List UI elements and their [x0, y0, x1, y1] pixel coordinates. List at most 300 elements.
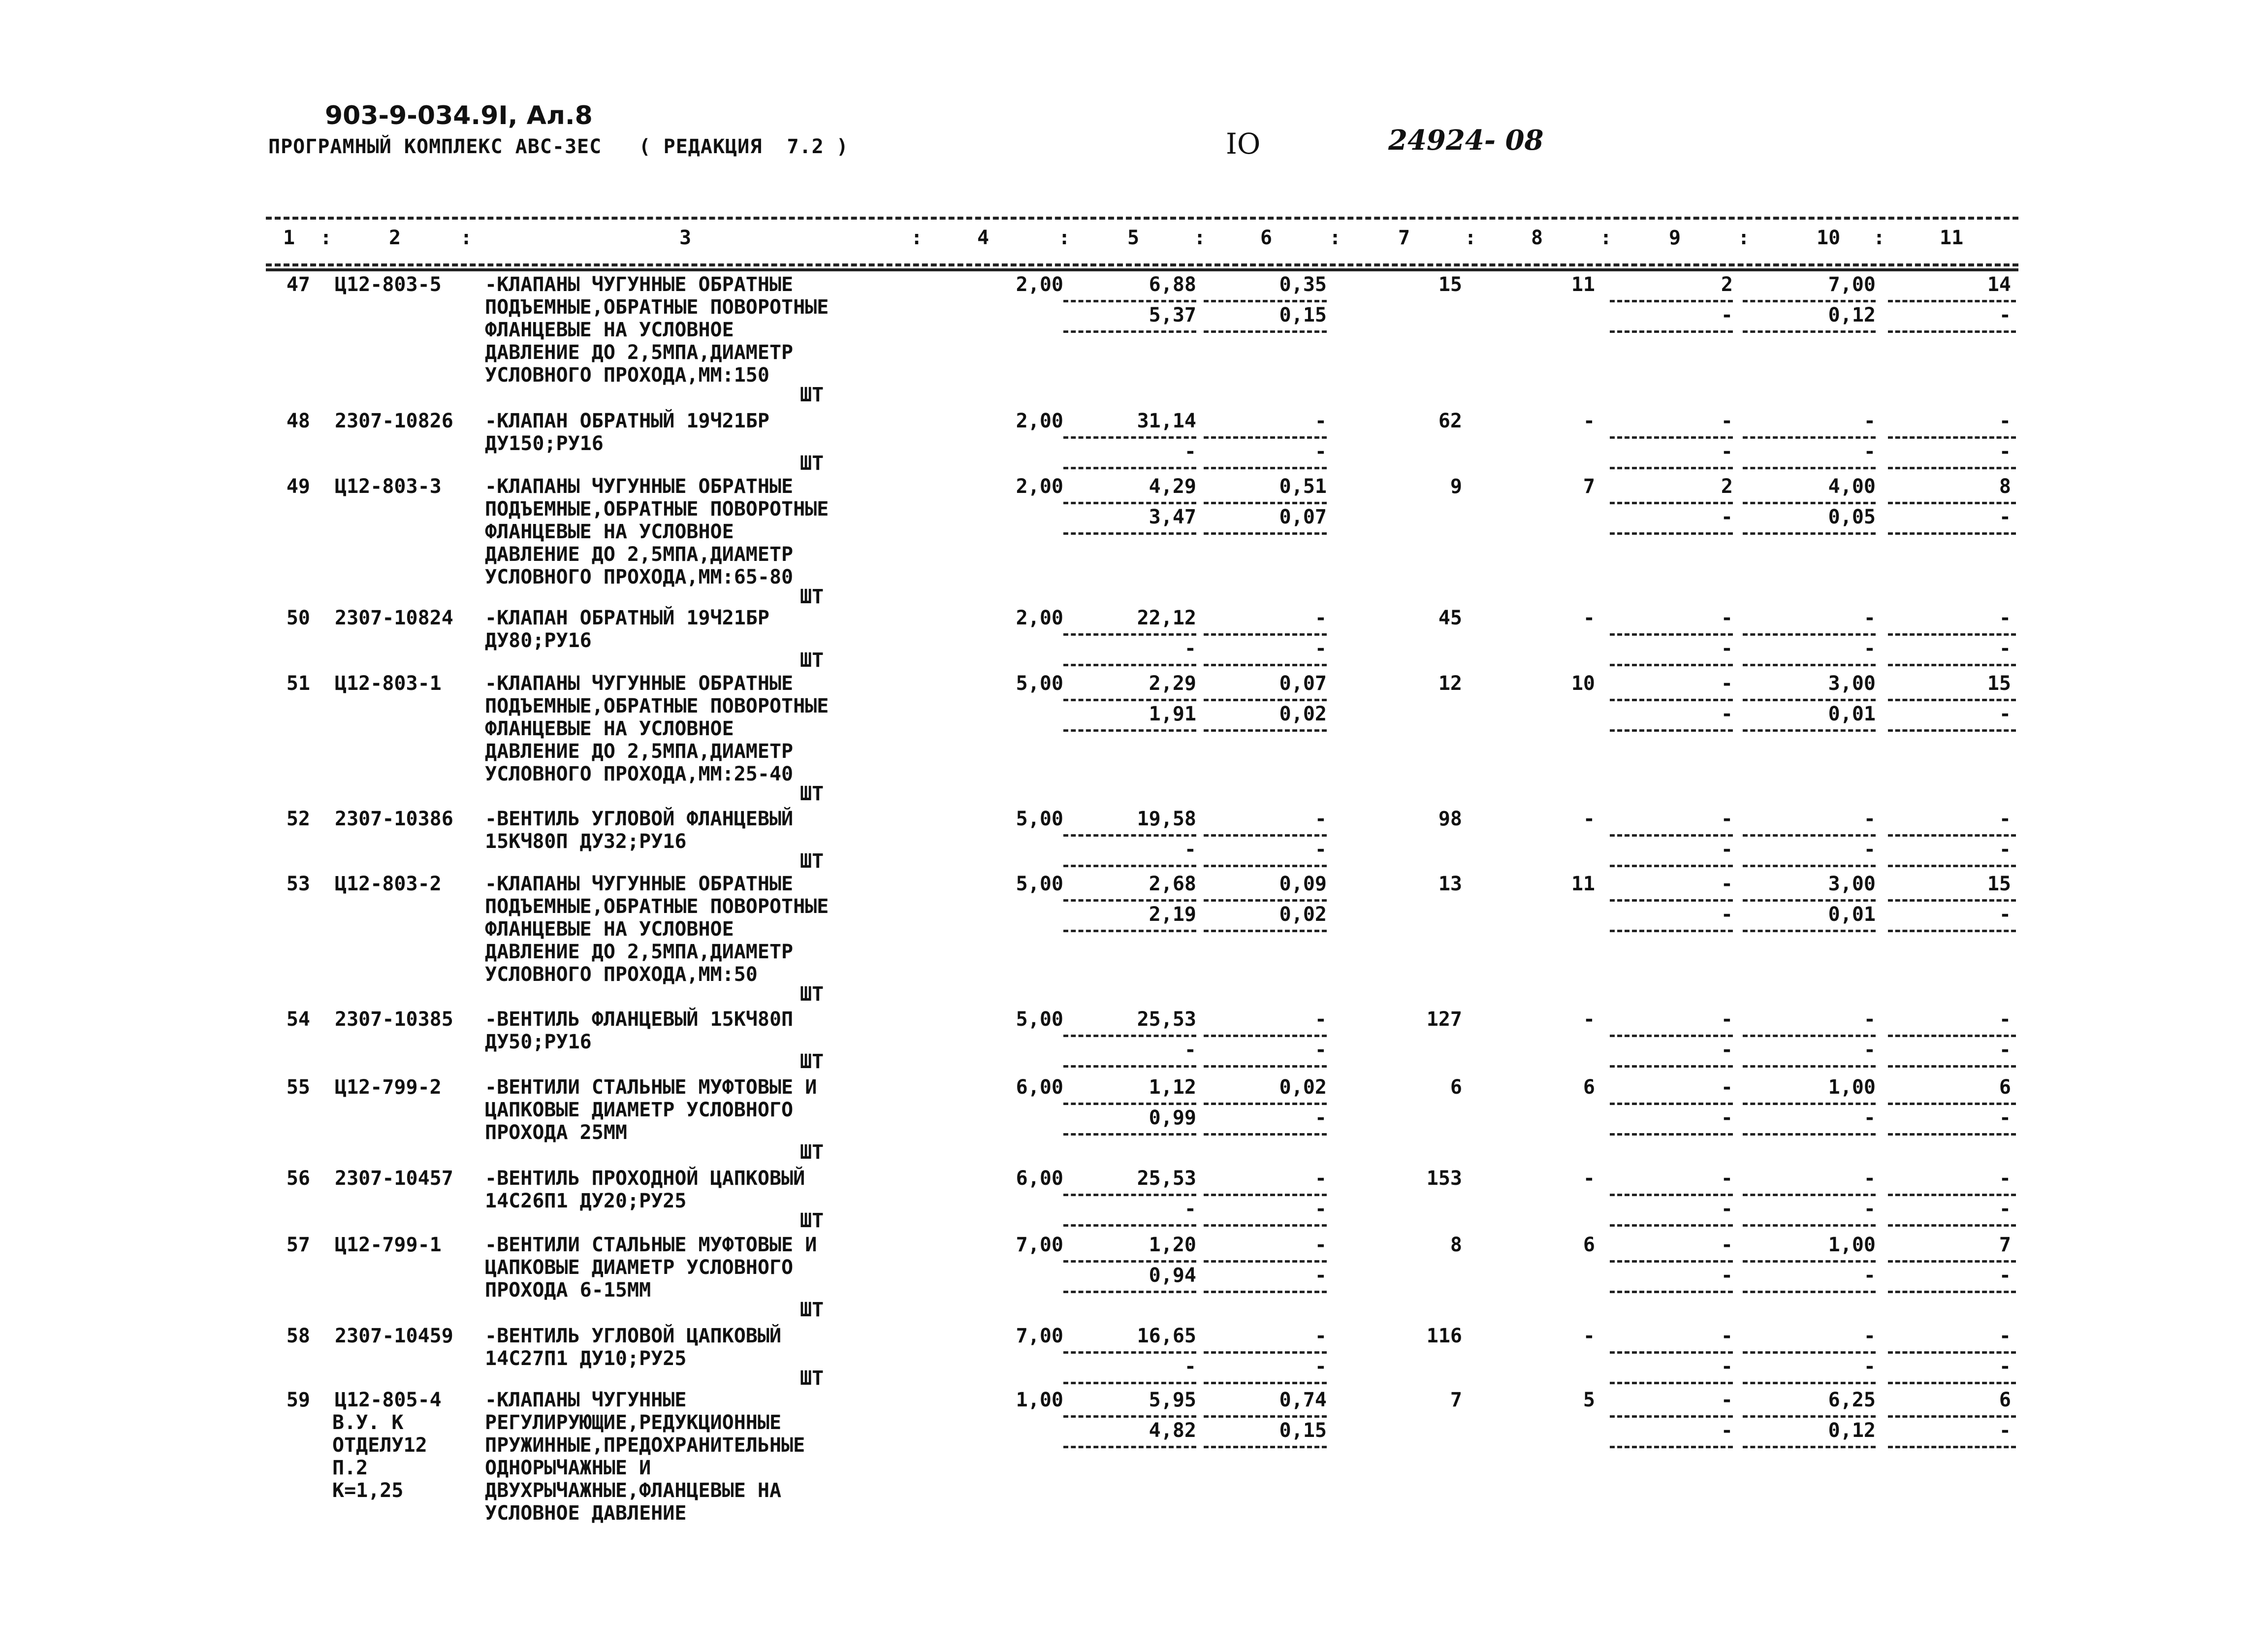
lower-value-col-9: - [1721, 838, 1733, 861]
fraction-divider [1063, 1291, 1196, 1293]
column-separator: : [1600, 227, 1612, 249]
lower-value-col-11: - [1999, 703, 2011, 725]
lower-value-col-9: - [1721, 1355, 1733, 1378]
column-separator: : [1058, 227, 1071, 249]
value-col-10: 1,00 [1828, 1076, 1876, 1099]
fraction-divider [1743, 1446, 1876, 1448]
item-code: 2307-10826 [335, 410, 453, 432]
value-col-7: 62 [1438, 410, 1462, 432]
item-code: 2307-10385 [335, 1008, 453, 1031]
fraction-divider [1888, 1382, 2016, 1384]
lower-value-col-11: - [1999, 1107, 2011, 1129]
value-col-5: 25,53 [1137, 1008, 1196, 1031]
row-number: 55 [286, 1076, 310, 1099]
fraction-divider [1063, 467, 1196, 469]
fraction-divider [1743, 1351, 1876, 1354]
fraction-divider [1888, 899, 2016, 902]
value-col-10: - [1863, 808, 1876, 830]
lower-value-col-5: 3,47 [1149, 506, 1196, 528]
lower-value-col-9: - [1721, 440, 1733, 463]
column-separator: : [1329, 227, 1342, 249]
fraction-divider [1063, 1415, 1196, 1418]
fraction-divider [1204, 729, 1327, 732]
value-col-9: - [1721, 1076, 1733, 1099]
fraction-divider [1888, 1035, 2016, 1037]
fraction-divider [1204, 502, 1327, 504]
fraction-divider [1610, 1351, 1733, 1354]
table-header-rule [266, 263, 2018, 266]
table-top-rule [266, 217, 2018, 220]
lower-value-col-5: 4,82 [1149, 1419, 1196, 1442]
fraction-divider [1743, 532, 1876, 535]
item-description: -КЛАПАНЫ ЧУГУННЫЕ ОБРАТНЫЕ ПОДЪЕМНЫЕ,ОБРАТНЫЕ ПОВОРОТНЫЕ ФЛАНЦЕВЫЕ НА УСЛОВНОЕ ДАВЛЕНИЕ ДО 2,5МПА,ДИАМЕТР УСЛОВНОГО ПРОХОДА,ММ:65-80 [485, 475, 829, 588]
item-code: Ц12-803-2 [335, 873, 442, 895]
column-header-8: 8 [1531, 227, 1543, 249]
lower-value-col-11: - [1999, 1264, 2011, 1287]
fraction-divider [1204, 1194, 1327, 1196]
unit-label: ШТ [800, 782, 824, 805]
unit-label: ШТ [800, 1141, 824, 1164]
item-description: -КЛАПАНЫ ЧУГУННЫЕ ОБРАТНЫЕ ПОДЪЕМНЫЕ,ОБРАТНЫЕ ПОВОРОТНЫЕ ФЛАНЦЕВЫЕ НА УСЛОВНОЕ ДАВЛЕНИЕ ДО 2,5МПА,ДИАМЕТР УСЛОВНОГО ПРОХОДА,ММ:25-40 [485, 672, 829, 785]
unit-label: ШТ [800, 384, 824, 406]
lower-value-col-5: - [1184, 1198, 1196, 1220]
fraction-divider [1063, 1194, 1196, 1196]
value-col-7: 15 [1438, 273, 1462, 296]
row-number: 51 [286, 672, 310, 695]
fraction-divider [1743, 1065, 1876, 1068]
row-number: 50 [286, 607, 310, 629]
unit-label: ШТ [800, 1367, 824, 1390]
fraction-divider [1204, 699, 1327, 701]
fraction-divider [1610, 930, 1733, 932]
value-col-9: - [1721, 873, 1733, 895]
column-separator: : [1194, 227, 1206, 249]
lower-value-col-6: - [1314, 440, 1327, 463]
column-header-11: 11 [1940, 227, 1964, 249]
fraction-divider [1610, 1133, 1733, 1136]
fraction-divider [1888, 1103, 2016, 1105]
fraction-divider [1888, 834, 2016, 837]
value-col-6: 0,07 [1279, 672, 1327, 695]
fraction-divider [1063, 1260, 1196, 1263]
fraction-divider [1063, 1035, 1196, 1037]
lower-value-col-5: - [1184, 1039, 1196, 1061]
value-col-5: 2,68 [1149, 873, 1196, 895]
value-col-6: - [1314, 1234, 1327, 1256]
value-col-11: - [1999, 808, 2011, 830]
lower-value-col-10: - [1863, 440, 1876, 463]
lower-value-col-9: - [1721, 304, 1733, 326]
lower-value-col-5: 0,94 [1149, 1264, 1196, 1287]
value-col-4: 5,00 [1016, 672, 1063, 695]
fraction-divider [1063, 1351, 1196, 1354]
fraction-divider [1204, 1035, 1327, 1037]
column-header-2: 2 [389, 227, 401, 249]
fraction-divider [1063, 1224, 1196, 1227]
fraction-divider [1204, 834, 1327, 837]
column-header-6: 6 [1260, 227, 1273, 249]
fraction-divider [1888, 502, 2016, 504]
value-col-4: 2,00 [1016, 607, 1063, 629]
lower-value-col-10: - [1863, 838, 1876, 861]
fraction-divider [1888, 1065, 2016, 1068]
lower-value-col-6: 0,07 [1279, 506, 1327, 528]
item-code: 2307-10824 [335, 607, 453, 629]
fraction-divider [1888, 1351, 2016, 1354]
value-col-8: 11 [1571, 873, 1595, 895]
unit-label: ШТ [800, 649, 824, 672]
value-col-5: 19,58 [1137, 808, 1196, 830]
fraction-divider [1063, 664, 1196, 666]
fraction-divider [1743, 1224, 1876, 1227]
fraction-divider [1204, 467, 1327, 469]
item-code: Ц12-803-5 [335, 273, 442, 296]
lower-value-col-10: 0,05 [1828, 506, 1876, 528]
lower-value-col-9: - [1721, 506, 1733, 528]
value-col-4: 6,00 [1016, 1167, 1063, 1190]
fraction-divider [1888, 1133, 2016, 1136]
fraction-divider [1743, 729, 1876, 732]
value-col-6: - [1314, 410, 1327, 432]
value-col-11: - [1999, 607, 2011, 629]
value-col-6: - [1314, 1167, 1327, 1190]
item-code: 2307-10459 [335, 1325, 453, 1347]
lower-value-col-5: 5,37 [1149, 304, 1196, 326]
column-separator: : [320, 227, 332, 249]
lower-value-col-10: 0,12 [1828, 304, 1876, 326]
value-col-7: 13 [1438, 873, 1462, 895]
fraction-divider [1063, 1103, 1196, 1105]
value-col-7: 98 [1438, 808, 1462, 830]
fraction-divider [1063, 502, 1196, 504]
value-col-6: 0,74 [1279, 1389, 1327, 1411]
value-col-8: 10 [1571, 672, 1595, 695]
fraction-divider [1743, 1415, 1876, 1418]
fraction-divider [1888, 930, 2016, 932]
column-separator: : [1465, 227, 1477, 249]
value-col-8: 5 [1583, 1389, 1595, 1411]
column-header-4: 4 [977, 227, 990, 249]
value-col-4: 7,00 [1016, 1325, 1063, 1347]
value-col-10: 6,25 [1828, 1389, 1876, 1411]
value-col-7: 127 [1426, 1008, 1462, 1031]
fraction-divider [1888, 1194, 2016, 1196]
unit-label: ШТ [800, 1299, 824, 1321]
fraction-divider [1743, 436, 1876, 439]
fraction-divider [1743, 300, 1876, 302]
item-code-note: В.У. К ОТДЕЛУ12 П.2 К=1,25 [332, 1411, 427, 1502]
lower-value-col-11: - [1999, 637, 2011, 660]
value-col-6: - [1314, 808, 1327, 830]
fraction-divider [1743, 467, 1876, 469]
item-description: -ВЕНТИЛИ СТАЛЬНЫЕ МУФТОВЫЕ И ЦАПКОВЫЕ ДИАМЕТР УСЛОВНОГО ПРОХОДА 6-15ММ [485, 1234, 817, 1302]
fraction-divider [1888, 1260, 2016, 1263]
lower-value-col-9: - [1721, 1419, 1733, 1442]
fraction-divider [1610, 502, 1733, 504]
lower-value-col-10: - [1863, 1107, 1876, 1129]
lower-value-col-10: - [1863, 1039, 1876, 1061]
item-code: 2307-10386 [335, 808, 453, 830]
fraction-divider [1610, 1291, 1733, 1293]
fraction-divider [1204, 664, 1327, 666]
fraction-divider [1204, 633, 1327, 636]
item-code: Ц12-803-3 [335, 475, 442, 498]
fraction-divider [1888, 699, 2016, 701]
lower-value-col-11: - [1999, 440, 2011, 463]
fraction-divider [1063, 436, 1196, 439]
item-description: -КЛАПАН ОБРАТНЫЙ 19Ч21БР ДУ150;РУ16 [485, 410, 769, 455]
fraction-divider [1063, 834, 1196, 837]
value-col-7: 116 [1426, 1325, 1462, 1347]
row-number: 57 [286, 1234, 310, 1256]
lower-value-col-5: 1,91 [1149, 703, 1196, 725]
lower-value-col-5: 2,19 [1149, 903, 1196, 926]
lower-value-col-11: - [1999, 1355, 2011, 1378]
lower-value-col-11: - [1999, 1039, 2011, 1061]
value-col-4: 5,00 [1016, 873, 1063, 895]
fraction-divider [1743, 1103, 1876, 1105]
value-col-7: 8 [1450, 1234, 1462, 1256]
value-col-5: 22,12 [1137, 607, 1196, 629]
fraction-divider [1204, 1415, 1327, 1418]
fraction-divider [1063, 330, 1196, 333]
value-col-5: 31,14 [1137, 410, 1196, 432]
column-separator: : [1738, 227, 1750, 249]
fraction-divider [1204, 1351, 1327, 1354]
value-col-11: - [1999, 410, 2011, 432]
fraction-divider [1743, 1194, 1876, 1196]
fraction-divider [1063, 1065, 1196, 1068]
value-col-5: 6,88 [1149, 273, 1196, 296]
item-code: Ц12-799-2 [335, 1076, 442, 1099]
value-col-9: - [1721, 1008, 1733, 1031]
value-col-11: - [1999, 1008, 2011, 1031]
value-col-4: 6,00 [1016, 1076, 1063, 1099]
lower-value-col-6: 0,02 [1279, 703, 1327, 725]
fraction-divider [1063, 1382, 1196, 1384]
fraction-divider [1888, 300, 2016, 302]
fraction-divider [1204, 436, 1327, 439]
value-col-5: 2,29 [1149, 672, 1196, 695]
fraction-divider [1888, 1291, 2016, 1293]
fraction-divider [1610, 699, 1733, 701]
fraction-divider [1888, 330, 2016, 333]
fraction-divider [1888, 1224, 2016, 1227]
fraction-divider [1610, 467, 1733, 469]
value-col-5: 1,20 [1149, 1234, 1196, 1256]
fraction-divider [1743, 1291, 1876, 1293]
fraction-divider [1063, 1446, 1196, 1448]
value-col-4: 7,00 [1016, 1234, 1063, 1256]
fraction-divider [1610, 436, 1733, 439]
fraction-divider [1743, 699, 1876, 701]
fraction-divider [1204, 1065, 1327, 1068]
value-col-11: 6 [1999, 1076, 2011, 1099]
value-col-11: 14 [1987, 273, 2011, 296]
fraction-divider [1743, 834, 1876, 837]
unit-label: ШТ [800, 1050, 824, 1073]
fraction-divider [1610, 834, 1733, 837]
lower-value-col-5: - [1184, 1355, 1196, 1378]
fraction-divider [1204, 300, 1327, 302]
value-col-8: - [1583, 808, 1595, 830]
lower-value-col-10: 0,01 [1828, 703, 1876, 725]
lower-value-col-5: - [1184, 637, 1196, 660]
value-col-4: 2,00 [1016, 273, 1063, 296]
fraction-divider [1063, 1133, 1196, 1136]
item-description: -ВЕНТИЛЬ ФЛАНЦЕВЫЙ 15КЧ80П ДУ50;РУ16 [485, 1008, 794, 1053]
fraction-divider [1204, 865, 1327, 867]
lower-value-col-6: - [1314, 838, 1327, 861]
value-col-9: - [1721, 1167, 1733, 1190]
fraction-divider [1610, 1446, 1733, 1448]
fraction-divider [1743, 664, 1876, 666]
value-col-7: 9 [1450, 475, 1462, 498]
fraction-divider [1063, 699, 1196, 701]
fraction-divider [1888, 633, 2016, 636]
value-col-4: 2,00 [1016, 475, 1063, 498]
fraction-divider [1610, 1035, 1733, 1037]
value-col-9: - [1721, 672, 1733, 695]
lower-value-col-9: - [1721, 703, 1733, 725]
value-col-4: 5,00 [1016, 1008, 1063, 1031]
lower-value-col-11: - [1999, 304, 2011, 326]
value-col-7: 153 [1426, 1167, 1462, 1190]
fraction-divider [1063, 532, 1196, 535]
lower-value-col-6: 0,15 [1279, 1419, 1327, 1442]
item-code: Ц12-803-1 [335, 672, 442, 695]
fraction-divider [1610, 865, 1733, 867]
unit-label: ШТ [800, 1209, 824, 1232]
fraction-divider [1063, 865, 1196, 867]
fraction-divider [1743, 502, 1876, 504]
column-separator: : [911, 227, 923, 249]
fraction-divider [1610, 664, 1733, 666]
value-col-10: 3,00 [1828, 672, 1876, 695]
lower-value-col-9: - [1721, 1264, 1733, 1287]
value-col-6: - [1314, 1008, 1327, 1031]
fraction-divider [1063, 633, 1196, 636]
lower-value-col-6: - [1314, 1039, 1327, 1061]
fraction-divider [1204, 330, 1327, 333]
lower-value-col-10: - [1863, 1198, 1876, 1220]
unit-label: ШТ [800, 586, 824, 608]
document-subtitle: ПРОГРАМНЫЙ КОМПЛЕКС АВС-ЗЕС ( РЕДАКЦИЯ 7.2 ) [268, 135, 849, 158]
fraction-divider [1743, 330, 1876, 333]
fraction-divider [1743, 1035, 1876, 1037]
item-description: -КЛАПАН ОБРАТНЫЙ 19Ч21БР ДУ80;РУ16 [485, 607, 769, 652]
fraction-divider [1888, 729, 2016, 732]
value-col-9: - [1721, 808, 1733, 830]
fraction-divider [1610, 1065, 1733, 1068]
value-col-8: 11 [1571, 273, 1595, 296]
lower-value-col-9: - [1721, 1039, 1733, 1061]
value-col-4: 5,00 [1016, 808, 1063, 830]
fraction-divider [1610, 532, 1733, 535]
lower-value-col-10: - [1863, 1355, 1876, 1378]
value-col-6: 0,51 [1279, 475, 1327, 498]
item-code: 2307-10457 [335, 1167, 453, 1190]
value-col-8: - [1583, 1167, 1595, 1190]
value-col-8: - [1583, 410, 1595, 432]
fraction-divider [1063, 729, 1196, 732]
value-col-10: 3,00 [1828, 873, 1876, 895]
value-col-8: 6 [1583, 1234, 1595, 1256]
value-col-7: 7 [1450, 1389, 1462, 1411]
lower-value-col-9: - [1721, 1198, 1733, 1220]
value-col-9: - [1721, 410, 1733, 432]
lower-value-col-9: - [1721, 637, 1733, 660]
lower-value-col-5: - [1184, 838, 1196, 861]
lower-value-col-10: - [1863, 1264, 1876, 1287]
item-code: Ц12-799-1 [335, 1234, 442, 1256]
value-col-5: 1,12 [1149, 1076, 1196, 1099]
value-col-4: 2,00 [1016, 410, 1063, 432]
fraction-divider [1204, 899, 1327, 902]
lower-value-col-6: - [1314, 1107, 1327, 1129]
item-description: -КЛАПАНЫ ЧУГУННЫЕ ОБРАТНЫЕ ПОДЪЕМНЫЕ,ОБРАТНЫЕ ПОВОРОТНЫЕ ФЛАНЦЕВЫЕ НА УСЛОВНОЕ ДАВЛЕНИЕ ДО 2,5МПА,ДИАМЕТР УСЛОВНОГО ПРОХОДА,ММ:50 [485, 873, 829, 986]
item-code: Ц12-805-4 [335, 1389, 442, 1411]
fraction-divider [1743, 1382, 1876, 1384]
fraction-divider [1610, 1382, 1733, 1384]
row-number: 47 [286, 273, 310, 296]
value-col-6: - [1314, 1325, 1327, 1347]
value-col-8: - [1583, 1325, 1595, 1347]
lower-value-col-11: - [1999, 903, 2011, 926]
fraction-divider [1610, 1224, 1733, 1227]
fraction-divider [1204, 532, 1327, 535]
value-col-5: 25,53 [1137, 1167, 1196, 1190]
value-col-9: 2 [1721, 475, 1733, 498]
fraction-divider [1204, 1133, 1327, 1136]
document-code: 903-9-034.9I, Ал.8 [325, 101, 593, 130]
value-col-9: - [1721, 1389, 1733, 1411]
lower-value-col-6: 0,15 [1279, 304, 1327, 326]
value-col-10: - [1863, 1167, 1876, 1190]
value-col-4: 1,00 [1016, 1389, 1063, 1411]
value-col-10: - [1863, 607, 1876, 629]
fraction-divider [1888, 664, 2016, 666]
lower-value-col-6: 0,02 [1279, 903, 1327, 926]
fraction-divider [1888, 865, 2016, 867]
unit-label: ШТ [800, 850, 824, 873]
fraction-divider [1610, 1103, 1733, 1105]
value-col-8: 7 [1583, 475, 1595, 498]
item-description: -КЛАПАНЫ ЧУГУННЫЕ ОБРАТНЫЕ ПОДЪЕМНЫЕ,ОБРАТНЫЕ ПОВОРОТНЫЕ ФЛАНЦЕВЫЕ НА УСЛОВНОЕ ДАВЛЕНИЕ ДО 2,5МПА,ДИАМЕТР УСЛОВНОГО ПРОХОДА,ММ:150 [485, 273, 829, 387]
lower-value-col-11: - [1999, 1198, 2011, 1220]
value-col-5: 4,29 [1149, 475, 1196, 498]
value-col-11: 15 [1987, 873, 2011, 895]
row-number: 48 [286, 410, 310, 432]
item-description: -ВЕНТИЛЬ УГЛОВОЙ ФЛАНЦЕВЫЙ 15КЧ80П ДУ32;РУ16 [485, 808, 794, 853]
value-col-9: - [1721, 607, 1733, 629]
row-number: 59 [286, 1389, 310, 1411]
row-number: 52 [286, 808, 310, 830]
row-number: 56 [286, 1167, 310, 1190]
fraction-divider [1204, 1382, 1327, 1384]
lower-value-col-10: 0,12 [1828, 1419, 1876, 1442]
value-col-10: 4,00 [1828, 475, 1876, 498]
row-number: 53 [286, 873, 310, 895]
fraction-divider [1888, 436, 2016, 439]
lower-value-col-9: - [1721, 1107, 1733, 1129]
value-col-8: - [1583, 607, 1595, 629]
fraction-divider [1610, 899, 1733, 902]
fraction-divider [1888, 1446, 2016, 1448]
fraction-divider [1204, 1103, 1327, 1105]
column-separator: : [460, 227, 473, 249]
fraction-divider [1888, 467, 2016, 469]
